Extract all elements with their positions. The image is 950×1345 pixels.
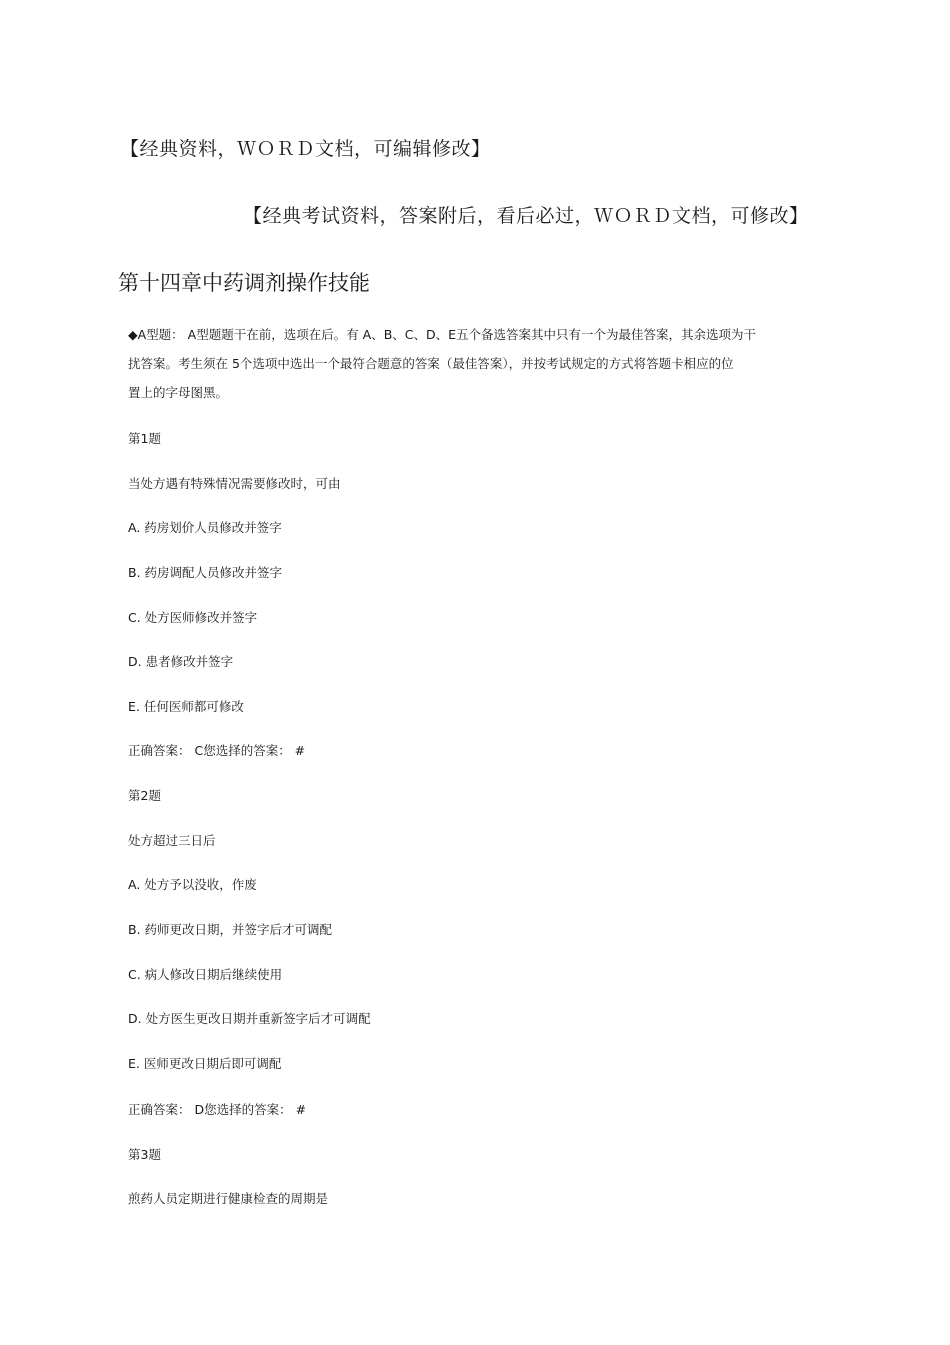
option-c: C. 处方医师修改并签字 bbox=[128, 610, 258, 625]
chapter-title: 第十四章中药调剂操作技能 bbox=[118, 271, 370, 295]
option-a: A. 药房划价人员修改并签字 bbox=[128, 520, 282, 535]
option-a: A. 处方予以没收，作废 bbox=[128, 877, 257, 892]
intro-line: 置上的字母图黑。 bbox=[128, 385, 229, 400]
intro-line: ◆A型题： A型题题干在前，选项在后。有 A、B、C、D、E五个备选答案其中只有一个为最佳答案，其余选项为干 bbox=[128, 327, 757, 342]
question-number: 第1题 bbox=[128, 431, 161, 446]
banner-editable: 【经典资料，ＷＯＲＤ文档，可编辑修改】 bbox=[120, 138, 491, 160]
option-b: B. 药师更改日期，并签字后才可调配 bbox=[128, 922, 333, 937]
option-b: B. 药房调配人员修改并签字 bbox=[128, 565, 283, 580]
option-c: C. 病人修改日期后继续使用 bbox=[128, 967, 283, 982]
option-d: D. 处方医生更改日期并重新签字后才可调配 bbox=[128, 1011, 371, 1026]
banner-exam: 【经典考试资料，答案附后，看后必过，ＷＯＲＤ文档，可修改】 bbox=[243, 205, 809, 227]
option-e: E. 医师更改日期后即可调配 bbox=[128, 1056, 282, 1071]
question-stem: 煎药人员定期进行健康检查的周期是 bbox=[128, 1191, 329, 1206]
answer-line: 正确答案： D您选择的答案： # bbox=[128, 1102, 307, 1117]
question-stem: 处方超过三日后 bbox=[128, 833, 216, 848]
answer-line: 正确答案： C您选择的答案： # bbox=[128, 743, 306, 758]
question-number: 第3题 bbox=[128, 1147, 161, 1162]
option-e: E. 任何医师都可修改 bbox=[128, 699, 244, 714]
intro-line: 扰答案。考生须在 5个选项中选出一个最符合题意的答案（最佳答案），并按考试规定的方式将答题卡相应的位 bbox=[128, 356, 734, 371]
intro-paragraph bbox=[128, 320, 756, 407]
option-d: D. 患者修改并签字 bbox=[128, 654, 234, 669]
question-number: 第2题 bbox=[128, 788, 161, 803]
question-stem: 当处方遇有特殊情况需要修改时，可由 bbox=[128, 476, 341, 491]
